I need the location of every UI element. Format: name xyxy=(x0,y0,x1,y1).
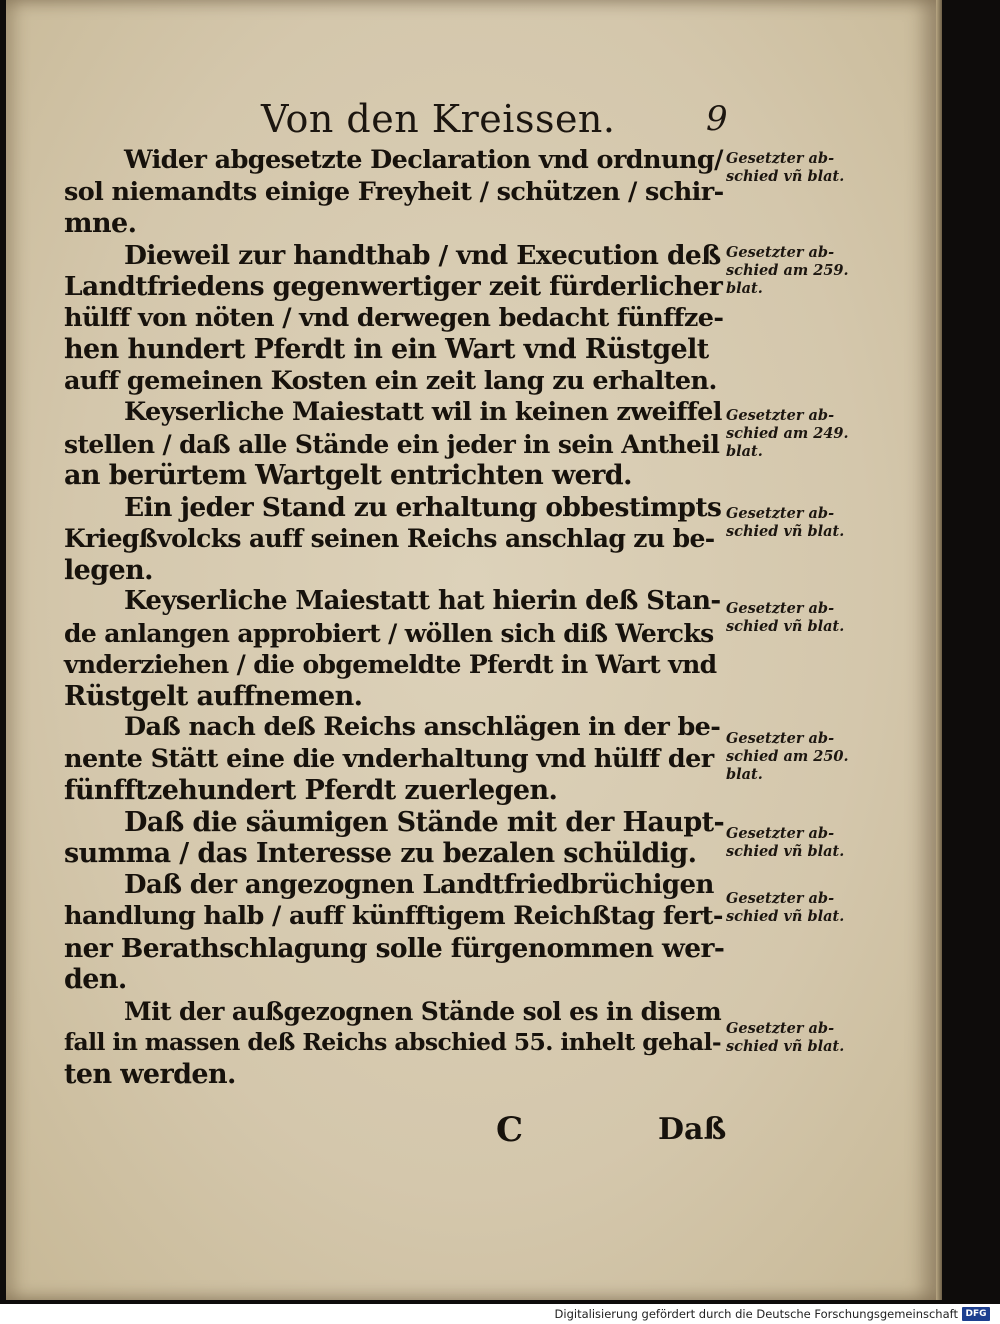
text-line: Kriegßvolcks auff seinen Reichs anschlag zu be- xyxy=(64,524,715,553)
paragraph xyxy=(64,712,724,807)
margin-note-line: Gesetzter ab- xyxy=(726,1020,835,1037)
text-line: hülff von nöten / vnd derwegen bedacht fünffze- xyxy=(64,302,724,333)
text-line: sol niemandts einige Freyheit / schützen / schir- xyxy=(64,176,724,207)
text-line: Rüstgelt auffnemen. xyxy=(64,680,363,712)
margin-note xyxy=(726,600,931,636)
page-edge xyxy=(936,0,942,1300)
margin-note xyxy=(726,890,931,926)
margin-note-line: blat. xyxy=(726,443,763,460)
running-head: Von den Kreissen. xyxy=(261,97,616,141)
margin-note-line: Gesetzter ab- xyxy=(726,407,835,424)
margin-note-line: Gesetzter ab- xyxy=(726,150,835,167)
margin-note-line: blat. xyxy=(726,280,763,297)
margin-note-line: schied vñ blat. xyxy=(726,843,845,860)
text-line: den. xyxy=(64,964,127,995)
margin-note-line: Gesetzter ab- xyxy=(726,244,835,261)
book-page xyxy=(6,0,936,1300)
margin-note-line: schied am 249. xyxy=(726,425,849,442)
margin-note-line: schied am 259. xyxy=(726,262,849,279)
text-line: fall in massen deß Reichs abschied 55. inhelt gehal- xyxy=(64,1028,722,1056)
margin-note-line: Gesetzter ab- xyxy=(726,730,835,747)
paragraph xyxy=(64,240,724,398)
margin-note xyxy=(726,730,931,784)
credit-text: Digitalisierung gefördert durch die Deutsche Forschungsgemeinschaft xyxy=(554,1307,958,1321)
paragraph xyxy=(64,492,724,587)
text-line: Keyserliche Maiestatt wil in keinen zweiffel xyxy=(124,397,722,427)
margin-note-line: schied vñ blat. xyxy=(726,1038,845,1055)
margin-note xyxy=(726,244,931,298)
text-line: an berürtem Wartgelt entrichten werd. xyxy=(64,460,632,491)
text-line: auff gemeinen Kosten ein zeit lang zu erhalten. xyxy=(64,365,717,396)
margin-note-line: schied am 250. xyxy=(726,748,849,765)
margin-note-line: Gesetzter ab- xyxy=(726,890,835,907)
paragraph xyxy=(64,996,724,1091)
text-line: Dieweil zur handthab / vnd Execution deß xyxy=(124,239,721,271)
text-line: Daß der angezognen Landtfriedbrüchigen xyxy=(124,869,714,900)
paragraph xyxy=(64,397,724,492)
credit-bar xyxy=(0,1304,1000,1324)
paragraph xyxy=(64,807,724,870)
margin-note-line: Gesetzter ab- xyxy=(726,505,835,522)
margin-note-line: schied vñ blat. xyxy=(726,618,845,635)
margin-note-line: schied vñ blat. xyxy=(726,908,845,925)
margin-notes xyxy=(726,0,936,1300)
margin-note-line: schied vñ blat. xyxy=(726,523,845,540)
text-line: nente Stätt eine die vnderhaltung vnd hülff der xyxy=(64,743,714,774)
text-line: ten werden. xyxy=(64,1058,236,1090)
text-line: legen. xyxy=(64,554,153,586)
text-line: Landtfriedens gegenwertiger zeit fürderlicher xyxy=(64,271,723,302)
margin-note xyxy=(726,505,931,541)
page-header xyxy=(66,95,746,145)
paragraph xyxy=(64,586,724,712)
paragraph xyxy=(64,145,724,240)
text-line: Mit der außgezognen Stände sol es in disem xyxy=(124,996,722,1026)
margin-note xyxy=(726,407,931,461)
text-line: Daß nach deß Reichs anschlägen in der be- xyxy=(124,712,721,742)
text-line: hen hundert Pferdt in ein Wart vnd Rüstgelt xyxy=(64,334,709,365)
paragraph xyxy=(64,870,724,996)
text-line: de anlangen approbiert / wöllen sich diß Wercks xyxy=(64,618,714,648)
text-line: handlung halb / auff künfftigem Reichßtag fert- xyxy=(64,901,723,931)
text-line: Wider abgesetzte Declaration vnd ordnung/ xyxy=(124,145,723,175)
margin-note-line: Gesetzter ab- xyxy=(726,825,835,842)
margin-note-line: blat. xyxy=(726,766,763,783)
text-line: Ein jeder Stand zu erhaltung obbestimpts xyxy=(124,491,722,523)
page-number: 9 xyxy=(706,99,728,139)
margin-note xyxy=(726,825,931,861)
text-line: vnderziehen / die obgemeldte Pferdt in Wart vnd xyxy=(64,650,717,679)
text-line: summa / das Interesse zu bezalen schüldig. xyxy=(64,838,697,869)
text-line: ner Berathschlagung solle fürgenommen wer- xyxy=(64,932,725,964)
main-text-block xyxy=(64,145,724,1090)
text-line: fünfftzehundert Pferdt zuerlegen. xyxy=(64,775,558,806)
margin-note-line: schied vñ blat. xyxy=(726,168,845,185)
dfg-logo: DFG xyxy=(962,1307,990,1321)
text-line: Keyserliche Maiestatt hat hierin deß Stan- xyxy=(124,586,721,616)
signature-mark: C xyxy=(496,1110,524,1150)
text-line: mne. xyxy=(64,208,137,239)
margin-note-line: Gesetzter ab- xyxy=(726,600,835,617)
text-line: Daß die säumigen Stände mit der Haupt- xyxy=(124,806,725,838)
margin-note xyxy=(726,1020,931,1056)
margin-note xyxy=(726,150,931,186)
catchword: Daß xyxy=(658,1112,727,1147)
text-line: stellen / daß alle Stände ein jeder in sein Antheil xyxy=(64,429,720,459)
